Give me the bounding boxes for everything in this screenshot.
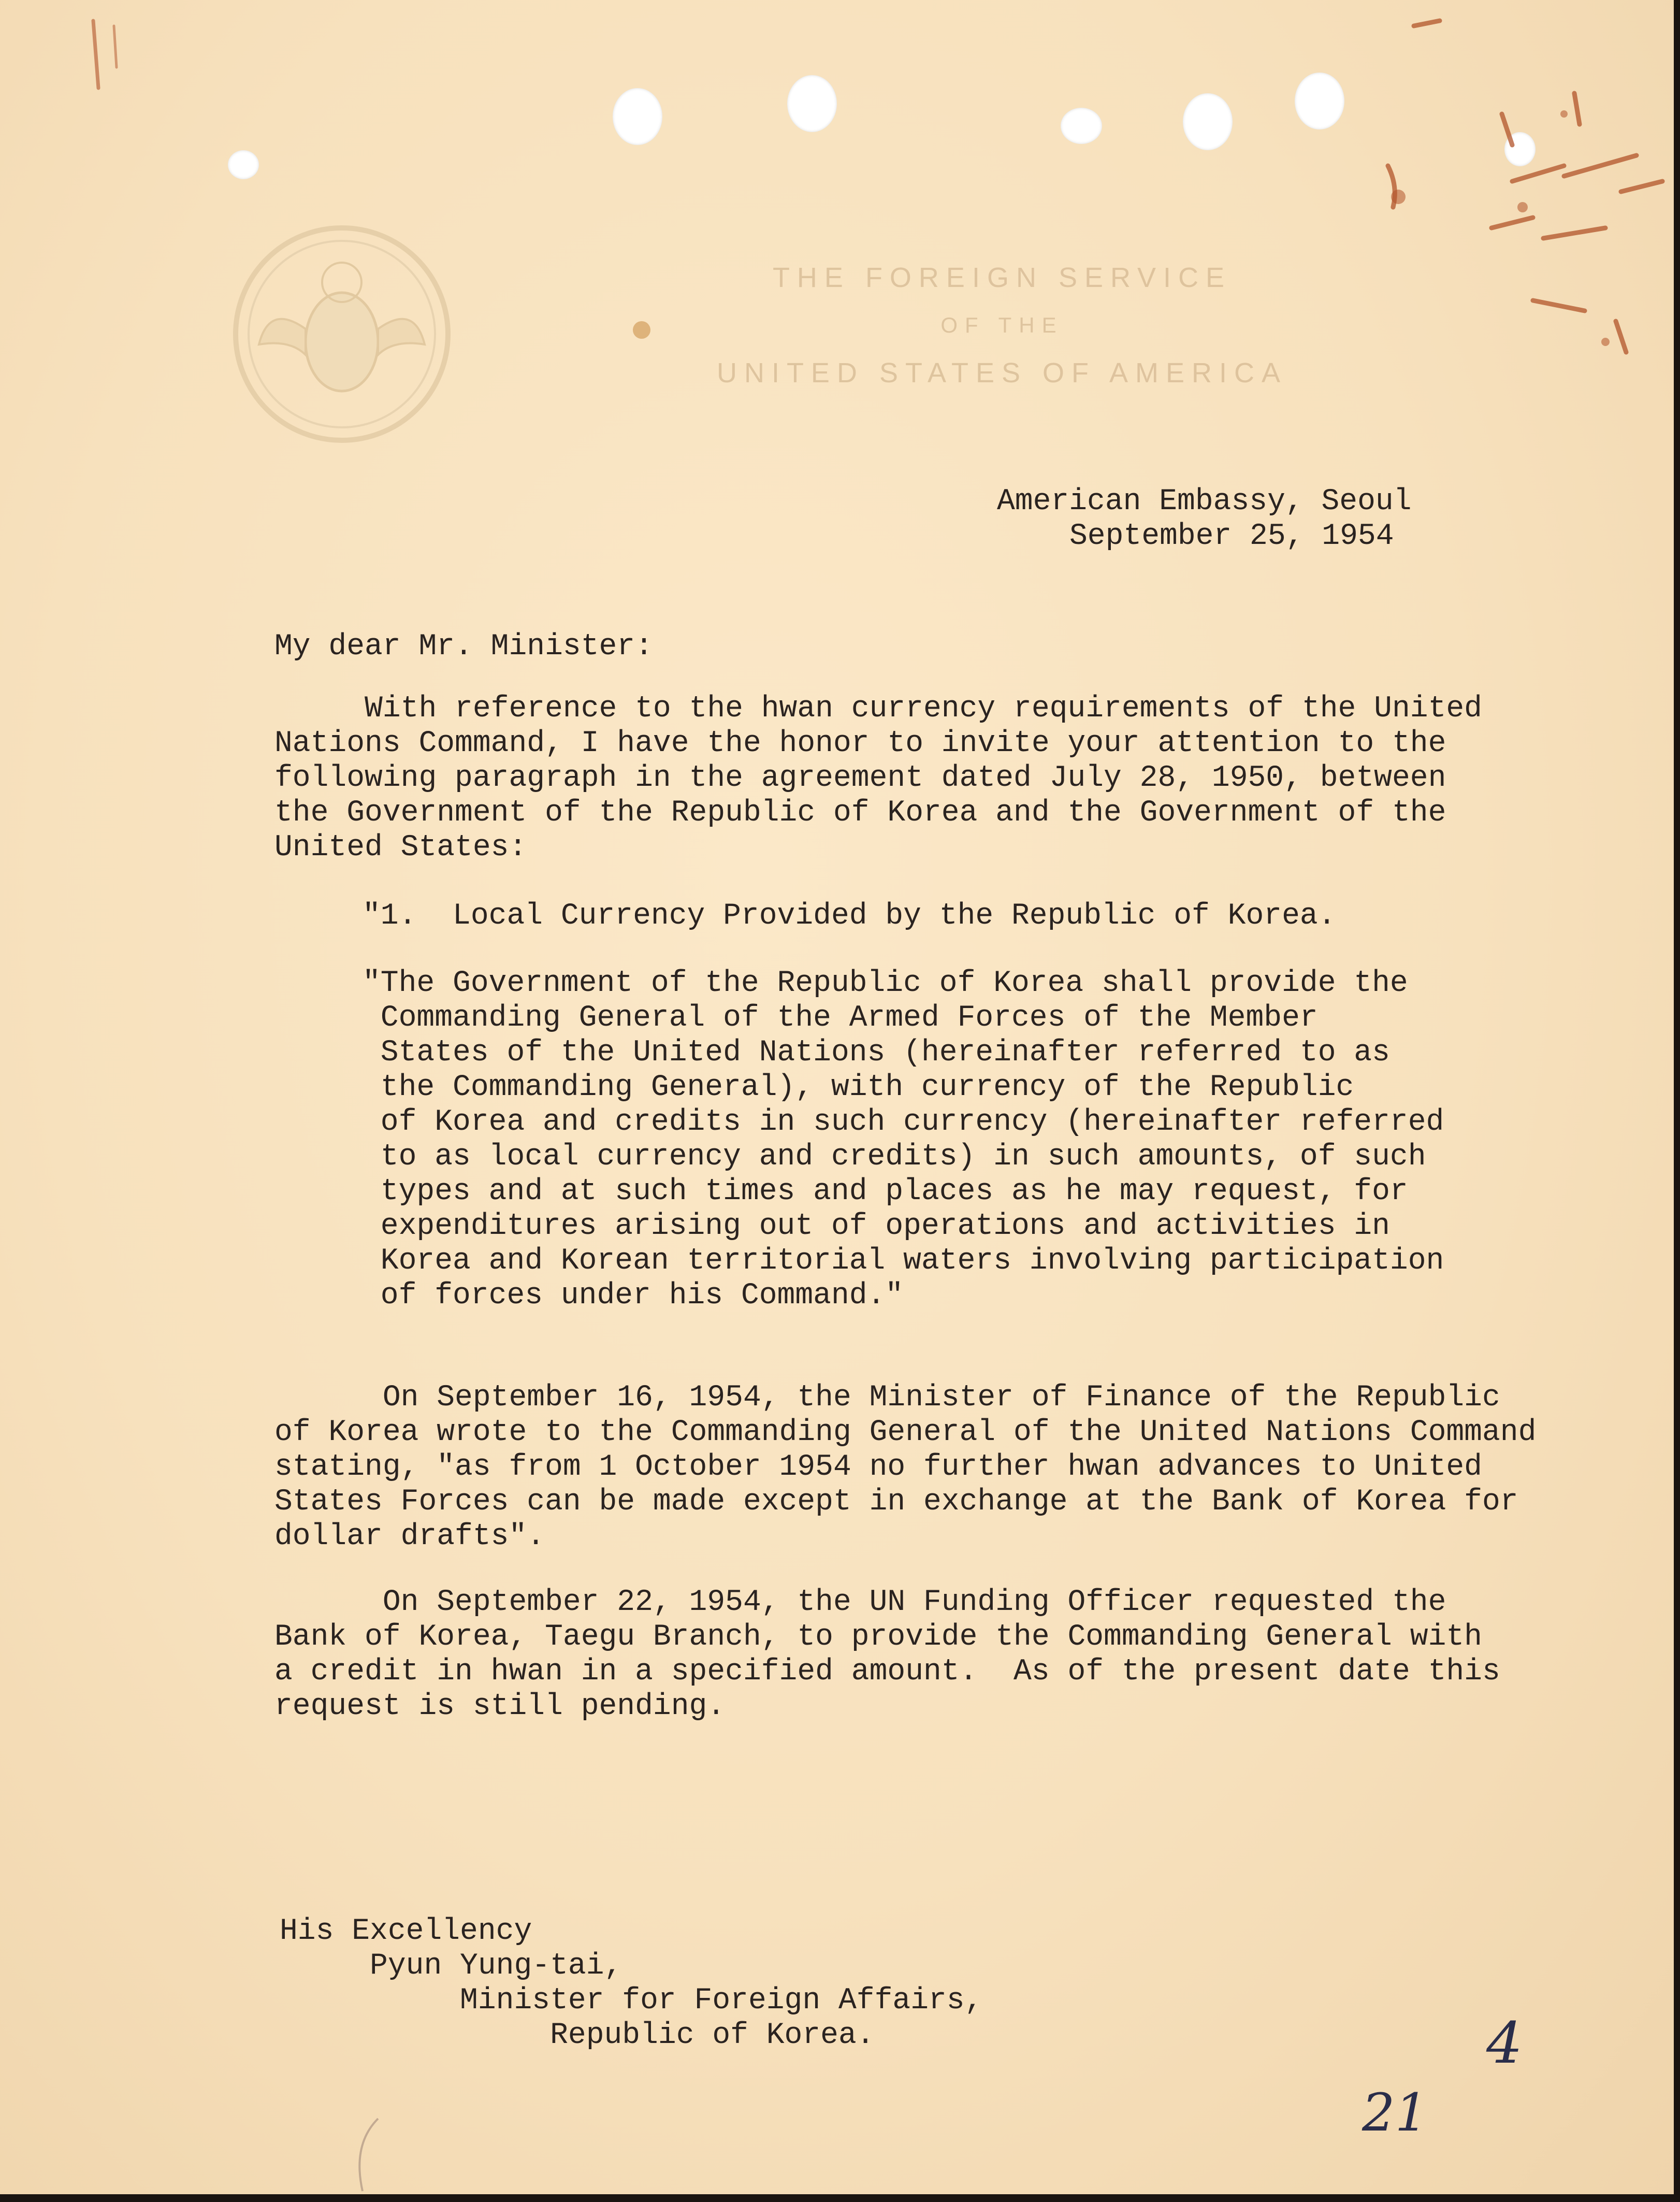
text-line: Minister for Foreign Affairs, xyxy=(280,1984,983,2018)
handwritten-page-mark: 4 xyxy=(1486,2010,1523,2076)
text-line: Republic of Korea. xyxy=(280,2019,875,2052)
text-line: On September 22, 1954, the UN Funding Officer requested the xyxy=(274,1586,1446,1619)
text-line: of forces under his Command." xyxy=(363,1279,904,1313)
letterhead-line: THE FOREIGN SERVICE xyxy=(772,262,1232,293)
handwritten-folio-number: 21 xyxy=(1362,2082,1428,2143)
text-line: United States: xyxy=(274,831,527,865)
text-line: Korea and Korean territorial waters involving participation xyxy=(363,1244,1444,1278)
letterhead-line: UNITED STATES OF AMERICA xyxy=(716,357,1288,388)
text-line: the Government of the Republic of Korea and the Government of the xyxy=(274,796,1446,830)
text-line: following paragraph in the agreement dated July 28, 1950, between xyxy=(274,761,1446,795)
dateline-date: September 25, 1954 xyxy=(1069,520,1394,553)
dateline-place: American Embassy, Seoul xyxy=(997,485,1412,519)
text-line: types and at such times and places as he may request, for xyxy=(363,1175,1408,1208)
text-line: a credit in hwan in a specified amount. As of the present date this xyxy=(274,1655,1500,1689)
text-line: States Forces can be made except in exchange at the Bank of Korea for xyxy=(274,1485,1518,1519)
text-line: of Korea wrote to the Commanding General of the United Nations Command xyxy=(274,1416,1537,1449)
quote-heading: "1. Local Currency Provided by the Republic of Korea. xyxy=(363,899,1336,933)
punch-hole xyxy=(228,150,259,179)
text-line: expenditures arising out of operations and activities in xyxy=(363,1210,1390,1243)
text-line: Nations Command, I have the honor to invite your attention to the xyxy=(274,727,1446,760)
punch-hole xyxy=(787,75,837,132)
punch-hole xyxy=(1183,93,1233,150)
text-line: the Commanding General), with currency of the Republic xyxy=(363,1071,1354,1104)
text-line: States of the United Nations (hereinafter referred to as xyxy=(363,1036,1390,1070)
punch-hole xyxy=(1061,108,1102,144)
text-line: to as local currency and credits) in such amounts, of such xyxy=(363,1140,1426,1174)
text-line: dollar drafts". xyxy=(274,1520,545,1553)
text-line: With reference to the hwan currency requirements of the United xyxy=(274,692,1482,726)
text-line: His Excellency xyxy=(280,1915,532,1948)
text-line: "The Government of the Republic of Korea shall provide the xyxy=(363,967,1408,1000)
punch-hole xyxy=(613,88,662,145)
text-line: request is still pending. xyxy=(274,1690,726,1723)
pencil-mark xyxy=(342,2113,414,2196)
text-line: On September 16, 1954, the Minister of Finance of the Republic xyxy=(274,1381,1500,1415)
text-line: Commanding General of the Armed Forces of the Member xyxy=(363,1001,1318,1035)
letterhead xyxy=(704,254,1300,397)
rust-stain-marks xyxy=(1243,10,1678,383)
letterhead-dot xyxy=(633,321,650,339)
text-line: of Korea and credits in such currency (hereinafter referred xyxy=(363,1105,1444,1139)
letterhead-line: OF THE xyxy=(940,313,1064,337)
scan-edge-bottom xyxy=(0,2194,1680,2202)
embossed-seal-icon xyxy=(228,220,456,448)
salutation: My dear Mr. Minister: xyxy=(274,630,653,664)
text-line: Bank of Korea, Taegu Branch, to provide the Commanding General with xyxy=(274,1620,1482,1654)
rust-stain-left xyxy=(78,10,140,114)
text-line: Pyun Yung-tai, xyxy=(280,1949,622,1983)
text-line: stating, "as from 1 October 1954 no further hwan advances to United xyxy=(274,1450,1482,1484)
